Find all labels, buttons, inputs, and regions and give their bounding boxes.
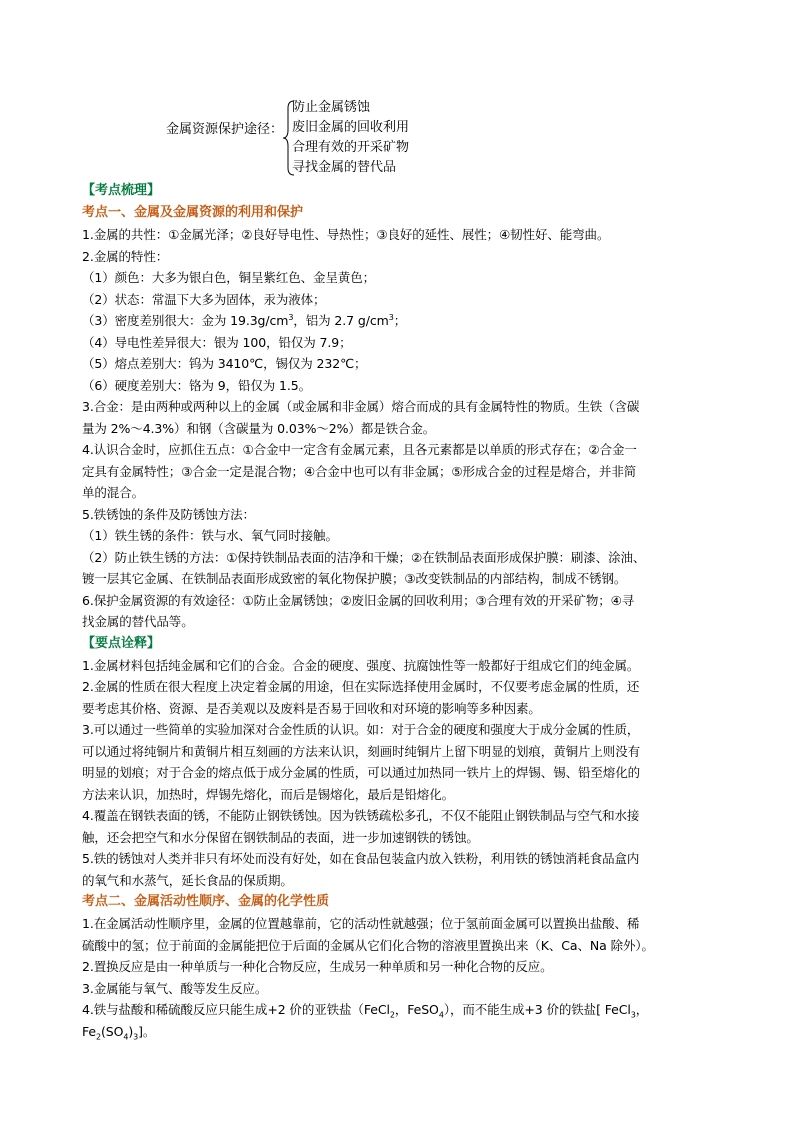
text-run: (SO xyxy=(101,1023,124,1039)
paragraph-line: 单的混合。 xyxy=(82,485,145,500)
paragraph-line: 5.铁的锈蚀对人类并非只有坏处而没有好处，如在食品包装盒内放入铁粉，利用铁的锈蚀消耗食品盒内 xyxy=(82,851,640,866)
density-line xyxy=(82,310,722,332)
brace-item: 寻找金属的替代品 xyxy=(292,160,397,175)
text-run: ]。 xyxy=(138,1023,156,1039)
paragraph-line: 硫酸中的氢；位于前面的金属能把位于后面的金属从它们化合物的溶液里置换出来（K、Ca、Na 除外）。 xyxy=(82,937,654,953)
paragraph-line: 镀一层其它金属、在铁制品表面形成致密的氧化物保护膜；③改变铁制品的内部结构，制成不锈钢。 xyxy=(82,571,627,586)
paragraph-line: 1.金属的共性：①金属光泽；②良好导电性、导热性；③良好的延性、展性；④韧性好、能弯曲。 xyxy=(82,227,610,242)
subscript: 3 xyxy=(133,1032,139,1041)
brace-item: 防止金属锈蚀 xyxy=(292,100,371,115)
brace-items xyxy=(292,98,409,178)
iron-salt-line-2 xyxy=(82,1021,722,1043)
paragraph-line: 可以通过将纯铜片和黄铜片相互刻画的方法来认识，刻画时纯铜片上留下明显的划痕，黄铜片上则没有 xyxy=(82,743,641,759)
paragraph-line: （2）防止铁生锈的方法：①保持铁制品表面的洁净和干燥；②在铁制品表面形成保护膜：刷漆、涂油、 xyxy=(82,549,646,565)
text-run: （3）密度差别很大：金为 19.3g/cm xyxy=(82,313,289,328)
paragraph-line: （6）硬度差别大：铬为 9，铅仅为 1.5。 xyxy=(82,377,312,393)
paragraph-line: 3.金属能与氧气、酸等发生反应。 xyxy=(82,980,268,996)
paragraph-line: 找金属的替代品等。 xyxy=(82,614,194,629)
paragraph-line: （4）导电性差异很大：银为 100，铅仅为 7.9； xyxy=(82,334,352,350)
brace-summary xyxy=(82,98,722,180)
text-run: ，铝为 2.7 g/cm xyxy=(293,313,389,328)
text-run: Fe xyxy=(82,1023,96,1039)
kaodian-2-title: 考点二、金属活动性顺序、金属的化学性质 xyxy=(82,894,330,909)
paragraph-line: 3.可以通过一些简单的实验加深对合金性质的认识。如：对于合金的硬度和强度大于成分金属的性质， xyxy=(82,722,640,737)
subscript: 3 xyxy=(630,1010,636,1020)
paragraph-line: 4.认识合金时，应抓住五点：①合金中一定含有金属元素，且各元素都是以单质的形式存在；②合金一 xyxy=(82,442,637,457)
paragraph-line: 3.合金：是由两种或两种以上的金属（或金属和非金属）熔合而成的具有金属特性的物质。生铁（含碳 xyxy=(82,399,640,414)
brace-item: 合理有效的开采矿物 xyxy=(292,140,410,155)
paragraph-line: 5.铁锈蚀的条件及防锈蚀方法： xyxy=(82,506,255,522)
paragraph-line: （1）颜色：大多为银白色，铜呈紫红色、金呈黄色； xyxy=(82,270,376,285)
paragraph-line: 1.在金属活动性顺序里，金属的位置越靠前，它的活动性就越强；位于氢前面金属可以置换出盐酸、稀 xyxy=(82,916,640,931)
section-heading-explain: 【要点诠释】 xyxy=(82,635,161,651)
text-run: ， xyxy=(635,1002,649,1017)
subscript: 4 xyxy=(438,1010,444,1020)
paragraph-line: 定具有金属特性；③合金一定是混合物；④合金中也可以有非金属；⑤形成合金的过程是熔合，并非简 xyxy=(82,463,637,479)
paragraph-line: （2）状态：常温下大多为固体，汞为液体； xyxy=(82,291,326,307)
iron-salt-line-1 xyxy=(82,999,722,1021)
subscript: 4 xyxy=(123,1032,129,1041)
paragraph-line: 量为 2%～4.3%）和钢（含碳量为 0.03%～2%）都是铁合金。 xyxy=(82,420,436,436)
paragraph-line: 6.保护金属资源的有效途径：①防止金属锈蚀；②废旧金属的回收利用；③合理有效的开采矿物；④寻 xyxy=(82,592,635,608)
superscript: 3 xyxy=(288,312,294,322)
text-run: ) xyxy=(128,1023,134,1039)
text-run: ），而不能生成+3 价的铁盐[ FeCl xyxy=(443,1002,631,1017)
section-heading-summary: 【考点梳理】 xyxy=(82,183,161,198)
subscript: 2 xyxy=(389,1010,395,1020)
paragraph-line: （1）铁生锈的条件：铁与水、氧气同时接触。 xyxy=(82,528,338,543)
brace-label: 金属资源保护途径： xyxy=(166,122,284,137)
paragraph-line: （5）熔点差别大：钨为 3410℃，锡仅为 232℃； xyxy=(82,356,367,371)
kaodian-1-title: 考点一、金属及金属资源的利用和保护 xyxy=(82,205,304,220)
text-run: 4.铁与盐酸和稀硫酸反应只能生成+2 价的亚铁盐（FeCl xyxy=(82,1002,390,1017)
superscript: 3 xyxy=(388,312,394,322)
paragraph-line: 2.金属的性质在很大程度上决定着金属的用途，但在实际选择使用金属时，不仅要考虑金属的性质，还 xyxy=(82,679,640,694)
document-page xyxy=(82,98,722,1042)
paragraph-line: 方法来认识，加热时，焊锡先熔化，而后是锡熔化，最后是铅熔化。 xyxy=(82,786,455,802)
text-run: ，FeSO xyxy=(394,1002,439,1017)
paragraph-line: 触，还会把空气和水分保留在钢铁制品的表面，进一步加速钢铁的锈蚀。 xyxy=(82,829,479,845)
brace-item: 废旧金属的回收利用 xyxy=(292,120,410,135)
paragraph-line: 要考虑其价格、资源、是否美观以及废料是否易于回收和对环境的影响等多种因素。 xyxy=(82,700,541,716)
paragraph-line: 明显的划痕；对于合金的熔点低于成分金属的性质，可以通过加热同一铁片上的焊锡、锡、铅至熔化的 xyxy=(82,765,641,780)
paragraph-line: 1.金属材料包括纯金属和它们的合金。合金的硬度、强度、抗腐蚀性等一般都好于组成它们的纯金属。 xyxy=(82,657,640,673)
paragraph-line: 2.置换反应是由一种单质与一种化合物反应，生成另一种单质和另一种化合物的反应。 xyxy=(82,959,553,974)
subscript: 2 xyxy=(96,1032,101,1041)
paragraph-line: 的氧气和水蒸气，延长食品的保质期。 xyxy=(82,872,293,888)
paragraph-line: 4.覆盖在钢铁表面的锈，不能防止钢铁锈蚀。因为铁锈疏松多孔，不仅不能阻止钢铁制品与空气和水接 xyxy=(82,808,640,823)
text-run: ； xyxy=(393,313,407,328)
paragraph-line: 2.金属的特性： xyxy=(82,248,169,264)
